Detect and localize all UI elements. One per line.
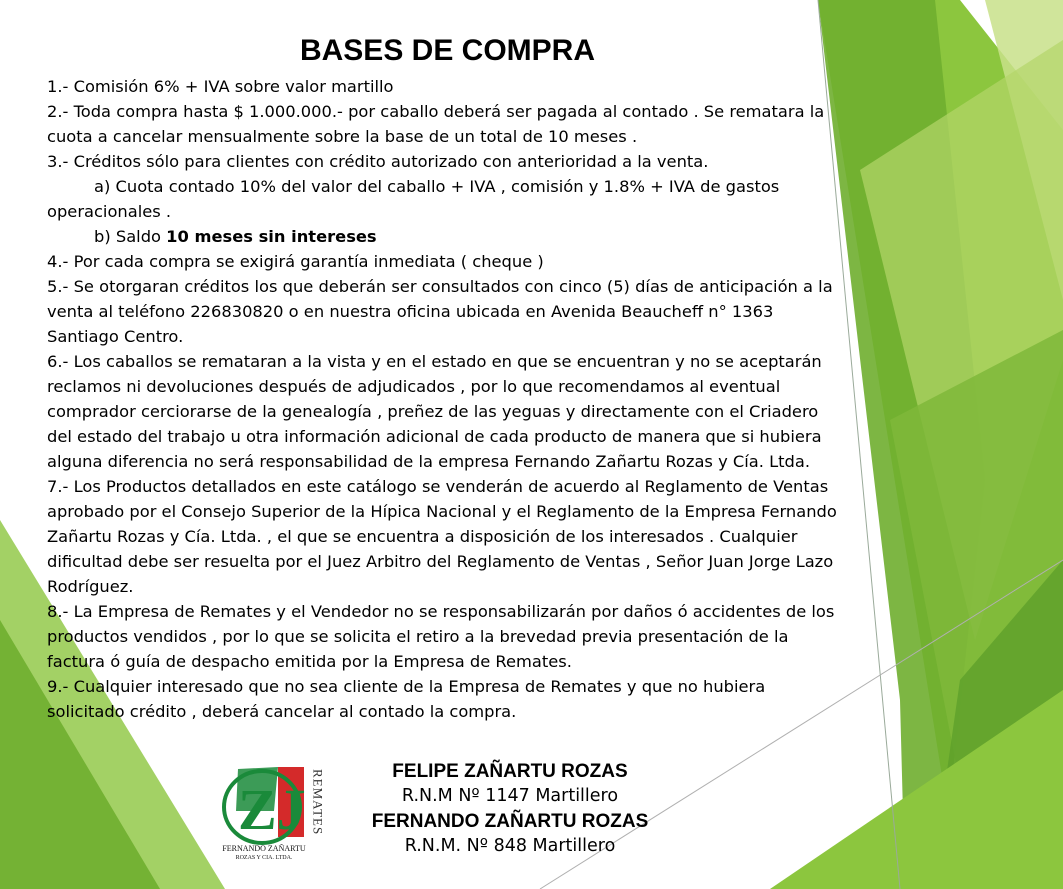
- rule-3: 3.- Créditos sólo para clientes con crédito autorizado con anterioridad a la venta.: [47, 152, 709, 171]
- rule-3a-text: a) Cuota contado 10% del valor del caballo + IVA , comisión y 1.8% + IVA de gastos operacionales .: [47, 177, 780, 221]
- rule-2: 2.- Toda compra hasta $ 1.000.000.- por caballo deberá ser pagada al contado . Se rematara la cuota a cancelar mensualmente sobre la base de un total de 10 meses .: [47, 102, 825, 146]
- rule-4: 4.- Por cada compra se exigirá garantía inmediata ( cheque ): [47, 252, 544, 271]
- company-logo: [220, 763, 338, 861]
- logo-company: FERNANDO ZAÑARTU: [222, 844, 306, 853]
- rules-list: [47, 74, 847, 724]
- signature-name-1: FELIPE ZAÑARTU ROZAS: [392, 761, 628, 782]
- rule-1: 1.- Comisión 6% + IVA sobre valor martillo: [47, 77, 394, 96]
- signature-reg-2: R.N.M. Nº 848 Martillero: [404, 836, 616, 856]
- rule-3b: [47, 224, 847, 249]
- rule-8: 8.- La Empresa de Remates y el Vendedor no se responsabilizarán por daños ó accidentes de los productos vendidos , por lo que se solicita el retiro a la brevedad previa presentación de la factura ó guía de despacho emitida por la Empresa de Remates.: [47, 602, 835, 671]
- rule-6: 6.- Los caballos se remataran a la vista y en el estado en que se encuentran y no se aceptarán reclamos ni devoluciones después de adjudicados , por lo que recomendamos al eventual comprador cerciorarse de la genealogía , preñez de las yeguas y directamente con el Criadero del estado del trabajo u otra información adicional de cada producto de manera que si hubiera alguna diferencia no será responsabilidad de la empresa Fernando Zañartu Rozas y Cía. Ltda.: [47, 352, 822, 471]
- signature-block: [330, 759, 690, 859]
- rule-9: 9.- Cualquier interesado que no sea cliente de la Empresa de Remates y que no hubiera solicitado crédito , deberá cancelar al contado la compra.: [47, 677, 766, 721]
- rule-5: 5.- Se otorgaran créditos los que deberán ser consultados con cinco (5) días de anticipación a la venta al teléfono 226830820 o en nuestra oficina ubicada en Avenida Beaucheff n° 1363 Santiago Centro.: [47, 277, 833, 346]
- signature-name-2: FERNANDO ZAÑARTU ROZAS: [371, 811, 649, 832]
- logo-letters: ZJ: [238, 777, 306, 842]
- rule-7: 7.- Los Productos detallados en este catálogo se venderán de acuerdo al Reglamento de Ventas aprobado por el Consejo Superior de la Hípica Nacional y el Reglamento de la Empresa Fernando Zañartu Rozas y Cía. Ltda. , el que se encuentra a disposición de los interesados . Cualquier dificultad debe ser resuelta por el Juez Arbitro del Reglamento de Ventas , Señor Juan Jorge Lazo Rodríguez.: [47, 477, 837, 596]
- page-title: BASES DE COMPRA: [299, 34, 596, 67]
- rule-3b-bold: 10 meses sin intereses: [166, 227, 377, 246]
- logo-company-sub: ROZAS Y CIA. LTDA.: [235, 855, 293, 861]
- rule-3a: [47, 174, 847, 224]
- logo-side-text: REMATES: [310, 769, 326, 836]
- rule-3b-prefix: b) Saldo: [94, 227, 167, 246]
- signature-reg-1: R.N.M Nº 1147 Martillero: [401, 786, 619, 806]
